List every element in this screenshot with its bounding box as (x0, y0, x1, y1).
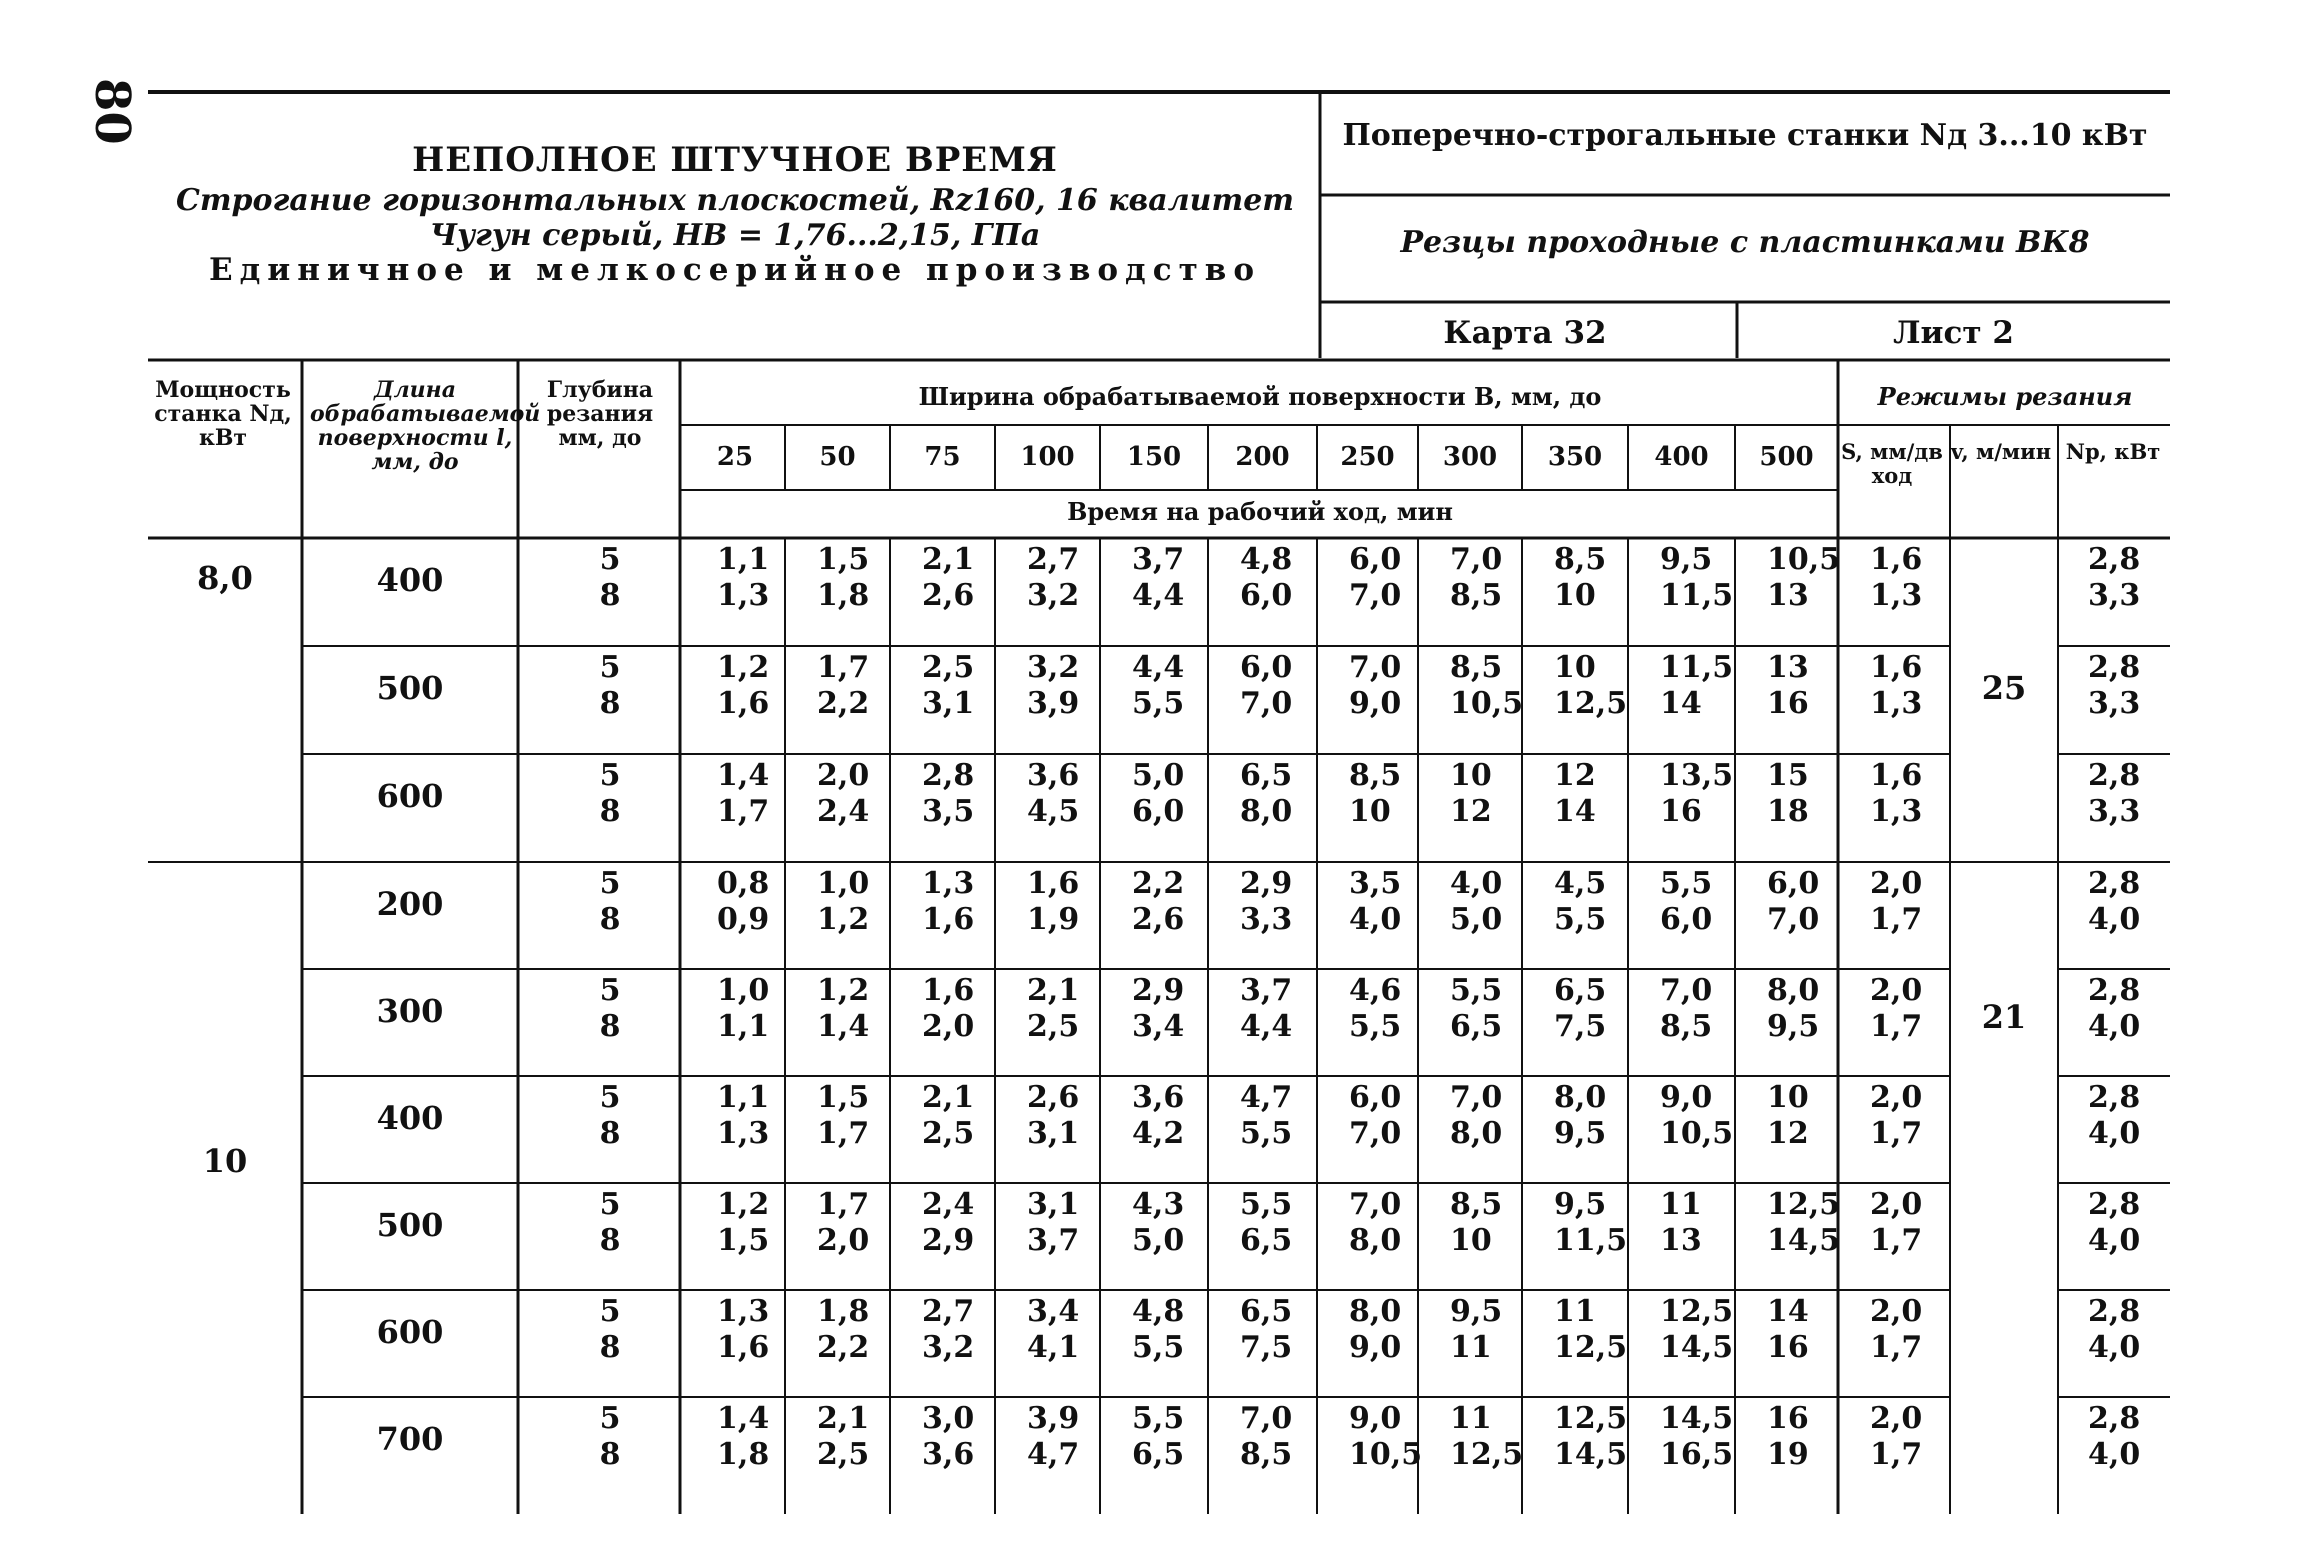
time-value: 2,4 (922, 1187, 975, 1222)
depth-value: 8 (599, 902, 621, 937)
time-value: 6,0 (1349, 1080, 1402, 1115)
time-value: 12 (1767, 1116, 1809, 1151)
col-header-s: S, мм/дв ход (1841, 439, 1943, 488)
time-value: 3,2 (922, 1330, 975, 1365)
time-value: 3,1 (922, 686, 975, 721)
depth-value: 8 (599, 686, 621, 721)
time-value: 3,7 (1240, 973, 1293, 1008)
v-value: 25 (1981, 669, 2027, 707)
time-value: 7,0 (1450, 1080, 1503, 1115)
time-value: 1,2 (817, 902, 870, 937)
col-header-width-group: Ширина обрабатываемой поверхности B, мм, до (918, 382, 1602, 411)
time-value: 12 (1450, 794, 1492, 829)
time-value: 8,5 (1450, 578, 1503, 613)
time-value: 16 (1767, 1401, 1809, 1436)
time-value: 19 (1767, 1437, 1809, 1472)
time-value: 6,5 (1132, 1437, 1185, 1472)
time-value: 9,5 (1450, 1294, 1503, 1329)
time-value: 3,4 (1132, 1009, 1185, 1044)
time-value: 4,1 (1027, 1330, 1080, 1365)
time-value: 5,5 (1450, 973, 1503, 1008)
time-value: 4,5 (1027, 794, 1080, 829)
doc-subtitle: Строгание горизонтальных плоскостей, Rz160, 16 квалитет (175, 183, 1295, 218)
length-value: 500 (376, 669, 444, 707)
time-value: 14,5 (1767, 1223, 1841, 1258)
time-value: 3,6 (1132, 1080, 1185, 1115)
time-value: 2,9 (1240, 866, 1293, 901)
s-value: 1,7 (1870, 1009, 1923, 1044)
time-value: 1,6 (717, 1330, 770, 1365)
power-value: 10 (202, 1142, 248, 1180)
np-value: 4,0 (2088, 1223, 2141, 1258)
time-value: 7,0 (1349, 650, 1402, 685)
time-value: 12,5 (1554, 686, 1628, 721)
s-value: 1,7 (1870, 1437, 1923, 1472)
depth-value: 5 (599, 1080, 621, 1115)
page-number: 80 (84, 78, 140, 145)
depth-value: 8 (599, 1437, 621, 1472)
time-value: 4,4 (1132, 650, 1185, 685)
time-value: 12,5 (1767, 1187, 1841, 1222)
width-header-350: 350 (1547, 442, 1603, 472)
time-value: 2,0 (817, 758, 870, 793)
time-value: 3,1 (1027, 1187, 1080, 1222)
s-value: 2,0 (1870, 1080, 1923, 1115)
length-value: 300 (376, 992, 444, 1030)
time-value: 3,2 (1027, 650, 1080, 685)
time-value: 10 (1554, 650, 1596, 685)
sheet-number: Лист 2 (1893, 315, 2014, 351)
time-value: 9,5 (1554, 1116, 1607, 1151)
time-value: 1,6 (717, 686, 770, 721)
time-value: 6,0 (1349, 542, 1402, 577)
np-value: 2,8 (2088, 973, 2141, 1008)
time-value: 7,0 (1349, 578, 1402, 613)
depth-value: 8 (599, 1223, 621, 1258)
time-value: 5,0 (1132, 1223, 1185, 1258)
time-value: 4,4 (1132, 578, 1185, 613)
time-value: 13 (1767, 650, 1809, 685)
time-value: 2,1 (817, 1401, 870, 1436)
time-value: 12,5 (1554, 1330, 1628, 1365)
time-value: 8,5 (1660, 1009, 1713, 1044)
time-value: 1,4 (717, 1401, 770, 1436)
time-value: 8,0 (1349, 1223, 1402, 1258)
time-value: 3,9 (1027, 686, 1080, 721)
time-value: 1,0 (817, 866, 870, 901)
s-value: 1,7 (1870, 1330, 1923, 1365)
length-value: 700 (376, 1420, 444, 1458)
time-value: 4,4 (1240, 1009, 1293, 1044)
width-header-25: 25 (716, 442, 754, 472)
time-value: 1,2 (717, 1187, 770, 1222)
time-value: 2,9 (1132, 973, 1185, 1008)
time-value: 2,6 (1027, 1080, 1080, 1115)
length-value: 400 (376, 1099, 444, 1137)
np-value: 4,0 (2088, 1330, 2141, 1365)
time-value: 8,5 (1349, 758, 1402, 793)
time-value: 9,0 (1349, 1401, 1402, 1436)
time-value: 2,5 (922, 1116, 975, 1151)
col-header-v: v, м/мин (1950, 439, 2052, 464)
time-value: 3,6 (922, 1437, 975, 1472)
depth-value: 8 (599, 1116, 621, 1151)
depth-value: 5 (599, 973, 621, 1008)
time-value: 9,0 (1349, 686, 1402, 721)
time-value: 4,0 (1349, 902, 1402, 937)
time-value: 1,6 (1027, 866, 1080, 901)
col-header-time: Время на рабочий ход, мин (1067, 497, 1453, 526)
time-value: 14 (1554, 794, 1596, 829)
time-value: 7,5 (1240, 1330, 1293, 1365)
np-value: 4,0 (2088, 1116, 2141, 1151)
time-value: 1,1 (717, 1080, 770, 1115)
time-value: 1,3 (922, 866, 975, 901)
time-value: 9,0 (1660, 1080, 1713, 1115)
depth-value: 5 (599, 866, 621, 901)
length-value: 600 (376, 1313, 444, 1351)
s-value: 1,3 (1870, 686, 1923, 721)
time-value: 3,9 (1027, 1401, 1080, 1436)
time-value: 11,5 (1660, 578, 1734, 613)
np-value: 2,8 (2088, 866, 2141, 901)
width-header-100: 100 (1020, 442, 1075, 472)
depth-value: 8 (599, 1009, 621, 1044)
depth-value: 5 (599, 1187, 621, 1222)
time-value: 12,5 (1450, 1437, 1524, 1472)
np-value: 2,8 (2088, 1294, 2141, 1329)
time-value: 1,7 (817, 1187, 870, 1222)
time-value: 5,5 (1132, 1330, 1185, 1365)
time-value: 16 (1767, 1330, 1809, 1365)
time-value: 1,1 (717, 1009, 770, 1044)
np-value: 2,8 (2088, 650, 2141, 685)
time-value: 1,4 (817, 1009, 870, 1044)
time-value: 1,8 (817, 1294, 870, 1329)
s-value: 1,6 (1870, 650, 1923, 685)
s-value: 1,3 (1870, 794, 1923, 829)
time-value: 6,0 (1240, 578, 1293, 613)
time-value: 6,0 (1767, 866, 1820, 901)
s-value: 1,6 (1870, 542, 1923, 577)
np-value: 2,8 (2088, 1187, 2141, 1222)
time-value: 8,0 (1767, 973, 1820, 1008)
time-value: 13 (1767, 578, 1809, 613)
time-value: 3,2 (1027, 578, 1080, 613)
machine-type: Поперечно-строгальные станки Nд 3...10 кВт (1342, 118, 2148, 153)
col-header-np: Nр, кВт (2065, 439, 2161, 464)
time-value: 1,5 (817, 542, 870, 577)
np-value: 2,8 (2088, 1401, 2141, 1436)
time-value: 0,8 (717, 866, 770, 901)
time-value: 16 (1767, 686, 1809, 721)
s-value: 2,0 (1870, 866, 1923, 901)
time-value: 1,3 (717, 1294, 770, 1329)
time-value: 10 (1450, 758, 1492, 793)
time-value: 2,1 (922, 1080, 975, 1115)
time-value: 7,0 (1240, 1401, 1293, 1436)
time-value: 2,0 (922, 1009, 975, 1044)
time-value: 5,5 (1240, 1116, 1293, 1151)
time-value: 2,2 (1132, 866, 1185, 901)
np-value: 3,3 (2088, 578, 2141, 613)
time-value: 10,5 (1349, 1437, 1423, 1472)
time-value: 14,5 (1660, 1401, 1734, 1436)
time-value: 10,5 (1767, 542, 1841, 577)
time-value: 8,0 (1240, 794, 1293, 829)
time-value: 16 (1660, 794, 1702, 829)
time-value: 10 (1554, 578, 1596, 613)
time-value: 1,7 (717, 794, 770, 829)
time-value: 9,5 (1660, 542, 1713, 577)
time-value: 8,5 (1554, 542, 1607, 577)
time-value: 7,0 (1240, 686, 1293, 721)
s-value: 1,3 (1870, 578, 1923, 613)
time-value: 0,9 (717, 902, 770, 937)
time-value: 7,0 (1450, 542, 1503, 577)
width-header-400: 400 (1654, 442, 1709, 472)
time-value: 9,0 (1349, 1330, 1402, 1365)
time-value: 1,3 (717, 578, 770, 613)
time-value: 5,5 (1132, 686, 1185, 721)
time-value: 3,6 (1027, 758, 1080, 793)
col-header-length: Длина обрабатываемой поверхности l, мм, до (310, 377, 541, 475)
time-value: 4,3 (1132, 1187, 1185, 1222)
time-value: 12,5 (1554, 1401, 1628, 1436)
time-value: 1,8 (817, 578, 870, 613)
time-value: 12,5 (1660, 1294, 1734, 1329)
time-value: 1,7 (817, 650, 870, 685)
time-value: 18 (1767, 794, 1809, 829)
width-header-75: 75 (924, 442, 961, 472)
col-header-power: Мощность станка Nд, кВт (154, 377, 292, 451)
time-value: 1,7 (817, 1116, 870, 1151)
time-value: 11,5 (1554, 1223, 1628, 1258)
s-value: 1,6 (1870, 758, 1923, 793)
time-value: 3,7 (1132, 542, 1185, 577)
time-value: 7,0 (1349, 1116, 1402, 1151)
np-value: 2,8 (2088, 1080, 2141, 1115)
depth-value: 5 (599, 542, 621, 577)
time-value: 14 (1660, 686, 1702, 721)
depth-value: 5 (599, 1401, 621, 1436)
time-value: 11 (1450, 1401, 1492, 1436)
s-value: 1,7 (1870, 902, 1923, 937)
time-value: 13 (1660, 1223, 1702, 1258)
time-value: 5,5 (1132, 1401, 1185, 1436)
width-header-500: 500 (1759, 442, 1814, 472)
time-value: 7,0 (1349, 1187, 1402, 1222)
s-value: 2,0 (1870, 1401, 1923, 1436)
time-value: 2,7 (922, 1294, 975, 1329)
time-value: 2,8 (922, 758, 975, 793)
time-value: 2,5 (922, 650, 975, 685)
time-value: 14,5 (1660, 1330, 1734, 1365)
time-value: 1,9 (1027, 902, 1080, 937)
time-value: 4,8 (1132, 1294, 1185, 1329)
time-value: 1,3 (717, 1116, 770, 1151)
time-value: 5,0 (1132, 758, 1185, 793)
time-value: 4,7 (1027, 1437, 1080, 1472)
time-value: 8,5 (1450, 1187, 1503, 1222)
time-value: 16,5 (1660, 1437, 1734, 1472)
time-value: 2,0 (817, 1223, 870, 1258)
time-value: 7,0 (1767, 902, 1820, 937)
time-value: 4,5 (1554, 866, 1607, 901)
time-value: 10 (1450, 1223, 1492, 1258)
time-value: 11,5 (1660, 650, 1734, 685)
time-value: 1,5 (817, 1080, 870, 1115)
time-value: 14 (1767, 1294, 1809, 1329)
time-value: 1,2 (717, 650, 770, 685)
time-value: 3,1 (1027, 1116, 1080, 1151)
time-value: 1,2 (817, 973, 870, 1008)
time-value: 6,0 (1660, 902, 1713, 937)
depth-value: 8 (599, 794, 621, 829)
doc-material: Чугун серый, НВ = 1,76...2,15, ГПа (429, 218, 1041, 253)
time-value: 2,6 (922, 578, 975, 613)
time-value: 1,6 (922, 902, 975, 937)
time-value: 5,5 (1660, 866, 1713, 901)
time-value: 2,1 (1027, 973, 1080, 1008)
time-value: 6,5 (1240, 1294, 1293, 1329)
np-value: 4,0 (2088, 1437, 2141, 1472)
np-value: 3,3 (2088, 686, 2141, 721)
depth-value: 5 (599, 1294, 621, 1329)
time-value: 4,7 (1240, 1080, 1293, 1115)
width-header-300: 300 (1442, 442, 1498, 472)
width-header-150: 150 (1126, 442, 1182, 472)
time-value: 13,5 (1660, 758, 1734, 793)
time-value: 2,7 (1027, 542, 1080, 577)
length-value: 200 (376, 885, 444, 923)
time-value: 1,0 (717, 973, 770, 1008)
np-value: 2,8 (2088, 758, 2141, 793)
s-value: 1,7 (1870, 1223, 1923, 1258)
time-value: 10 (1349, 794, 1391, 829)
time-value: 1,6 (922, 973, 975, 1008)
time-value: 11 (1660, 1187, 1702, 1222)
length-value: 500 (376, 1206, 444, 1244)
s-value: 2,0 (1870, 1187, 1923, 1222)
time-value: 9,5 (1554, 1187, 1607, 1222)
np-value: 3,3 (2088, 794, 2141, 829)
s-value: 2,0 (1870, 1294, 1923, 1329)
time-value: 1,5 (717, 1223, 770, 1258)
time-value: 6,5 (1450, 1009, 1503, 1044)
depth-value: 8 (599, 578, 621, 613)
time-value: 3,4 (1027, 1294, 1080, 1329)
time-value: 3,5 (1349, 866, 1402, 901)
width-header-250: 250 (1340, 442, 1395, 472)
time-value: 6,0 (1132, 794, 1185, 829)
time-value: 3,7 (1027, 1223, 1080, 1258)
card-number: Карта 32 (1443, 315, 1607, 351)
v-value: 21 (1981, 998, 2027, 1036)
time-value: 6,5 (1240, 758, 1293, 793)
time-value: 4,2 (1132, 1116, 1185, 1151)
time-value: 1,8 (717, 1437, 770, 1472)
time-value: 8,5 (1450, 650, 1503, 685)
time-value: 10,5 (1450, 686, 1524, 721)
time-value: 10 (1767, 1080, 1809, 1115)
width-header-50: 50 (819, 442, 856, 472)
time-value: 5,5 (1349, 1009, 1402, 1044)
time-value: 2,2 (817, 1330, 870, 1365)
time-value: 1,1 (717, 542, 770, 577)
tool-type: Резцы проходные с пластинками ВК8 (1400, 225, 2090, 260)
time-value: 9,5 (1767, 1009, 1820, 1044)
depth-value: 8 (599, 1330, 621, 1365)
time-value: 2,2 (817, 686, 870, 721)
time-value: 5,5 (1554, 902, 1607, 937)
time-value: 5,5 (1240, 1187, 1293, 1222)
col-header-modes: Режимы резания (1877, 382, 2133, 411)
s-value: 2,0 (1870, 973, 1923, 1008)
length-value: 400 (376, 561, 444, 599)
doc-production: Единичное и мелкосерийное производство (208, 252, 1262, 288)
time-value: 8,5 (1240, 1437, 1293, 1472)
time-value: 11 (1554, 1294, 1596, 1329)
time-value: 2,6 (1132, 902, 1185, 937)
time-value: 15 (1767, 758, 1809, 793)
doc-title: НЕПОЛНОЕ ШТУЧНОЕ ВРЕМЯ (412, 140, 1058, 180)
depth-value: 5 (599, 650, 621, 685)
time-value: 11 (1450, 1330, 1492, 1365)
power-value: 8,0 (197, 559, 253, 597)
s-value: 1,7 (1870, 1116, 1923, 1151)
time-value: 4,0 (1450, 866, 1503, 901)
time-value: 3,5 (922, 794, 975, 829)
time-value: 6,5 (1554, 973, 1607, 1008)
time-value: 14,5 (1554, 1437, 1628, 1472)
time-value: 8,0 (1554, 1080, 1607, 1115)
time-value: 2,4 (817, 794, 870, 829)
time-value: 10,5 (1660, 1116, 1734, 1151)
time-value: 8,0 (1450, 1116, 1503, 1151)
col-header-depth: Глубина резания мм, до (546, 377, 654, 451)
time-value: 5,0 (1450, 902, 1503, 937)
width-header-200: 200 (1235, 442, 1290, 472)
time-value: 4,6 (1349, 973, 1402, 1008)
np-value: 2,8 (2088, 542, 2141, 577)
time-value: 2,9 (922, 1223, 975, 1258)
time-value: 3,3 (1240, 902, 1293, 937)
np-value: 4,0 (2088, 1009, 2141, 1044)
time-value: 12 (1554, 758, 1596, 793)
length-value: 600 (376, 777, 444, 815)
time-value: 3,0 (922, 1401, 975, 1436)
time-value: 8,0 (1349, 1294, 1402, 1329)
time-value: 2,5 (817, 1437, 870, 1472)
time-value: 1,4 (717, 758, 770, 793)
time-value: 7,5 (1554, 1009, 1607, 1044)
time-value: 6,5 (1240, 1223, 1293, 1258)
time-value: 4,8 (1240, 542, 1293, 577)
depth-value: 5 (599, 758, 621, 793)
np-value: 4,0 (2088, 902, 2141, 937)
time-value: 6,0 (1240, 650, 1293, 685)
time-value: 2,5 (1027, 1009, 1080, 1044)
time-value: 2,1 (922, 542, 975, 577)
time-value: 7,0 (1660, 973, 1713, 1008)
